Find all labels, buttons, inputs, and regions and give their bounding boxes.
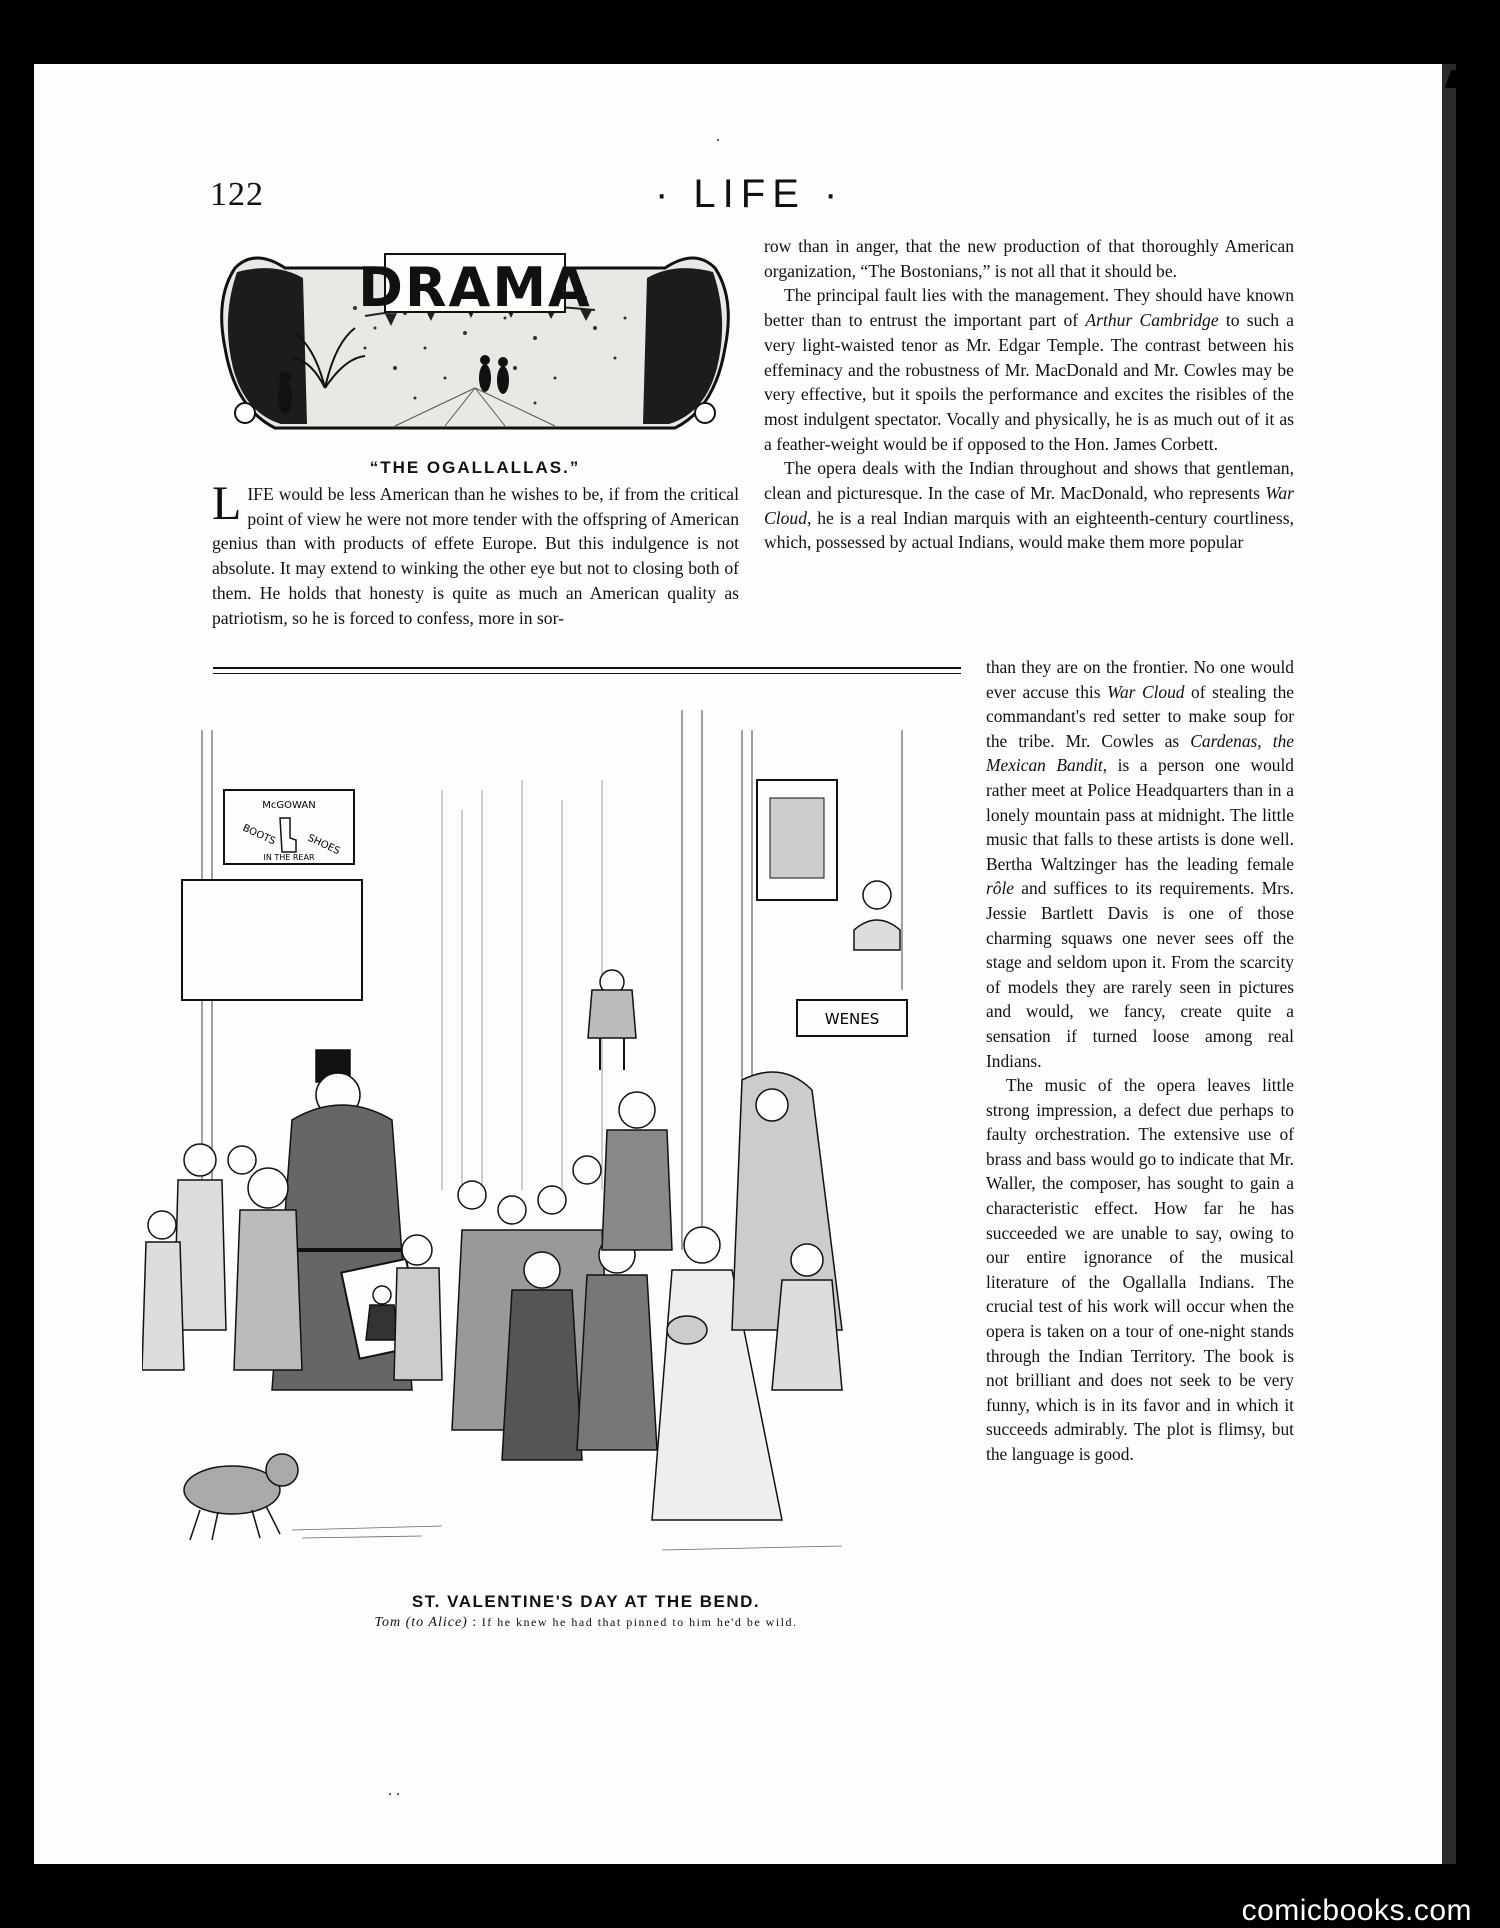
shop-sign-right: SHOES — [305, 832, 342, 858]
text-run: of stealing the commandant's red setter to make soup for the tribe. Mr. Cowles as — [986, 681, 1294, 751]
right-paragraph-3 — [764, 456, 1294, 555]
text-run: than they are on the frontier. No one would ever accuse this — [986, 657, 1294, 702]
article-left-column — [212, 477, 739, 630]
text-run: he is a real Indian marquis with an eighteenth-century courtliness, which, possessed by actual Indians, would make them more popular — [764, 507, 1294, 553]
role-name: War Cloud, — [764, 483, 1294, 528]
article-narrow-column — [986, 655, 1294, 1467]
text-run: to such a very light-waisted tenor as Mr. Edgar Temple. The contrast between his effeminacy and the robustness of Mr. MacDonald and Mr. Cowles may be very effective, but it spoils the performance and excites the risibles of the most indulgent spectator. Vocally and physically, he is as much out of it as a feather-weight would be if opposed to the Hon. James Corbett. — [764, 310, 1294, 454]
role-name: War Cloud — [1107, 681, 1185, 702]
section-rule-top — [213, 667, 961, 669]
caption-direction: (to Alice) — [405, 1615, 468, 1630]
shop-sign-name: McGOWAN — [262, 800, 316, 811]
play-title: “THE OGALLALLAS.” — [369, 458, 581, 477]
narrow-paragraph-2: The music of the opera leaves little strong impression, a defect due perhaps to faulty orchestration. The extensive use of brass and bass would go to indicate that Mr. Waller, the composer, has sought to gain a characteristic effect. How far he has succeeded we are unable to say, owing to our entire ignorance of the musical literature of the Ogallalla Indians. The crucial test of his work will occur when the opera is taken on a tour of one-night stands through the Indian Territory. The book is not brilliant and does not seek to be very funny, which is in its favor and in which it succeeds admirably. The plot is flimsy, but the language is good. — [986, 1075, 1294, 1464]
street-scene-drawing — [142, 690, 964, 1590]
drama-banner-title: DRAMA — [358, 256, 592, 319]
role-name: Cardenas, the Mexican Bandit, — [986, 730, 1294, 776]
cartoon-illustration — [142, 690, 964, 1590]
drama-banner — [215, 238, 735, 452]
text-run: The opera deals with the Indian throughout and shows that gentleman, clean and picturesque. In the case of Mr. MacDonald, who represents — [764, 458, 1294, 504]
section-rule-bottom — [213, 673, 961, 674]
speck: . . — [388, 1782, 400, 1799]
wine-shop-sign: WENES — [824, 1010, 880, 1028]
role-name: Arthur Cambridge — [1085, 310, 1219, 331]
right-paragraph-1: row than in anger, that the new production of that thoroughly American organization, “The Bostonians,” is not all that it should be. — [764, 236, 1294, 281]
site-watermark: comicbooks.com — [1241, 1894, 1472, 1927]
text-run: is a person one would rather meet at Police Headquarters than in a lonely mountain pass at midnight. The little music that falls to these artists is done well. Bertha Waltzinger has the leading female — [986, 755, 1294, 874]
speck: . — [716, 128, 720, 145]
shop-sign-left: BOOTS — [240, 822, 278, 848]
article-right-column — [764, 234, 1294, 555]
cartoon-caption-dialogue — [212, 1615, 960, 1631]
caption-speaker: Tom — [374, 1615, 402, 1630]
left-paragraph-1: IFE would be less American than he wishes to be, if from the critical point of view he were not more tender with the offspring of American genius than with products of effete Europe. But this indulgence is not absolute. It may extend to winking the other eye but not to closing both of them. He holds that honesty is quite as much an American quality as patriotism, so he is forced to confess, more in sor- — [212, 484, 739, 628]
text-run: and suffices to its requirements. Mrs. Jessie Bartlett Davis is one of those charming squaws one never sees off the stage and seldom upon it. From the scarcity of models they are rarely seen in pictures and would, we fancy, create quite a sensation if turned loose among real Indians. — [986, 878, 1294, 1071]
drop-cap: L — [212, 477, 242, 530]
masthead-title: · LIFE · — [655, 172, 845, 216]
caption-separator: : — [467, 1615, 482, 1630]
page-edge-shadow — [1442, 64, 1456, 1864]
role-word: rôle — [986, 878, 1015, 899]
cartoon-caption-title: ST. VALENTINE'S DAY AT THE BEND. — [411, 1592, 761, 1611]
page-edge-notch — [1445, 70, 1478, 88]
shop-sign-bottom: IN THE REAR — [263, 853, 315, 862]
caption-speech: If he knew he had that pinned to him he'd be wild. — [481, 1615, 798, 1629]
narrow-paragraph-1 — [986, 655, 1294, 1073]
page-number: 122 — [210, 176, 264, 213]
right-paragraph-2 — [764, 283, 1294, 456]
text-run: The principal fault lies with the management. They should have known better than to entrust the important part of — [764, 285, 1294, 331]
